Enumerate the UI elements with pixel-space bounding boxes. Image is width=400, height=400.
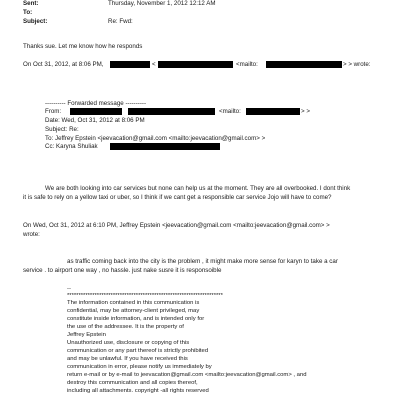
quoted-reply-1: as traffic coming back into the city is the problem , it might make more sense for karyn to take a car (67, 258, 338, 265)
reply-quote-suffix: > > wrote: (343, 61, 371, 68)
forwarded-cc: Cc: Karyna Shuliak (45, 143, 98, 150)
reply-quote-lt: < (152, 61, 156, 68)
subject-value: Re: Fwd: (108, 18, 133, 25)
subject-label: Subject: (23, 18, 48, 25)
disclaimer-line: destroy this communication and all copies thereof, (67, 380, 198, 386)
forwarded-from-suffix: > > (301, 108, 310, 115)
disclaimer-line: Jeffrey Epstein (67, 332, 106, 338)
forwarded-divider: ---------- Forwarded message ---------- (45, 100, 147, 107)
forwarded-to: To: Jeffrey Epstein <jeevacation@gmail.com <mailto:jeevacation@gmail.com> > (45, 135, 266, 142)
disclaimer-line: communication or any part thereof is strictly prohibited (67, 348, 209, 354)
reply-body: Thanks sue. Let me know how he responds (23, 43, 143, 50)
sent-value: Thursday, November 1, 2012 12:12 AM (108, 0, 216, 7)
redaction-from-name (70, 108, 122, 115)
sent-label: Sent: (23, 0, 39, 7)
disclaimer-line: Unauthorized use, disclosure or copying of this (67, 340, 190, 346)
redaction-cc (110, 143, 220, 150)
reply-quote-prefix: On Oct 31, 2012, at 8:06 PM, (23, 61, 104, 68)
disclaimer-stars: ******************************************************************** (67, 293, 223, 299)
redaction-from-email (128, 108, 215, 115)
disclaimer-line: confidential, may be attorney-client privileged, may (67, 308, 200, 314)
redaction-email (158, 61, 233, 68)
forwarded-from-label: From: (45, 108, 62, 115)
quoted-line-1: On Wed, Oct 31, 2012 at 6:10 PM, Jeffrey Epstein <jeevacation@gmail.com <mailto:jeevacation@gmail.com> > (23, 222, 330, 229)
redaction-from-mailto (246, 108, 300, 115)
disclaimer-line: including all attachments. copyright -all rights reserved (67, 388, 209, 394)
quoted-reply-2: service . to airport one way , no hassle. just nake susre it is responsoible (23, 267, 222, 274)
message-line-1: We are both looking into car services but none can help us at the moment. They are all overbooked. I dont think (45, 185, 351, 192)
redaction-name (110, 61, 150, 68)
forwarded-from-mailto: <mailto: (219, 108, 241, 115)
disclaimer-line: The information contained in this communication is (67, 300, 200, 306)
disclaimer-line: the use of the addressee. It is the property of (67, 324, 184, 330)
quoted-line-2: wrote: (23, 231, 40, 238)
disclaimer-line: return e-mail or by e-mail to jeevacation@gmail.com <mailto:jeevacation@gmail.com> , and (67, 372, 307, 378)
to-label: To: (23, 9, 33, 16)
redaction-mailto (266, 61, 342, 68)
disclaimer-line: communication in error, please notify us immediately by (67, 364, 212, 370)
disclaimer-line: and may be unlawful. If you have received this (67, 356, 188, 362)
disclaimer-line: constitute inside information, and is intended only for (67, 316, 205, 322)
forwarded-subject: Subject: Re: (45, 126, 79, 133)
forwarded-date: Date: Wed, Oct 31, 2012 at 8:06 PM (45, 117, 145, 124)
disclaimer-dashes: -- (67, 286, 71, 292)
reply-quote-mailto: <mailto: (236, 61, 258, 68)
message-line-2: it is safe to rely on a yellow taxi or uber, so I think if we cant get a responsible car service Jojo will have to come? (23, 194, 332, 201)
